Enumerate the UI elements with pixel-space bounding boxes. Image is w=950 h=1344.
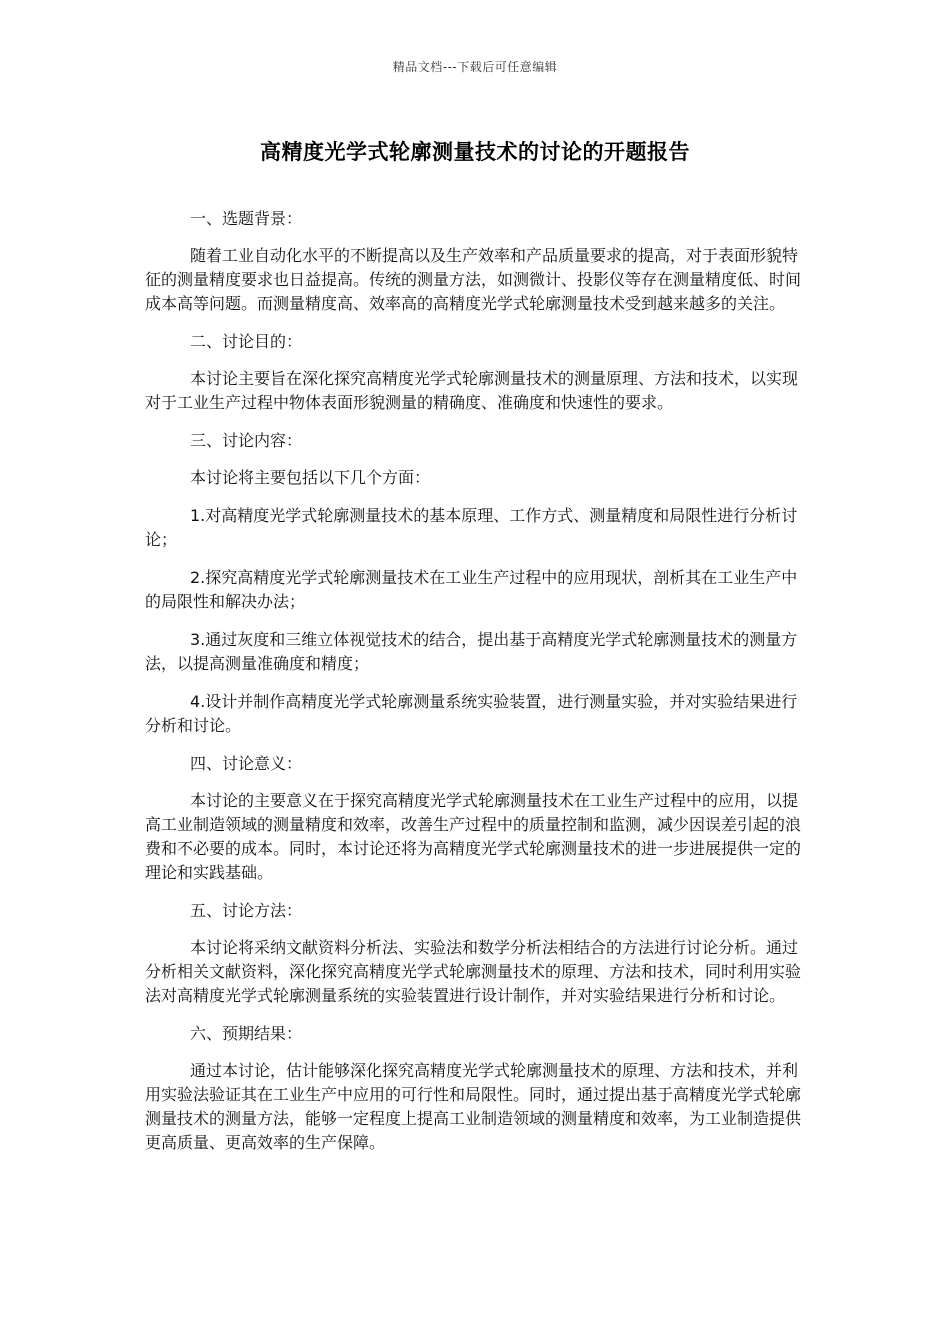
paragraph-background: 随着工业自动化水平的不断提高以及生产效率和产品质量要求的提高，对于表面形貌特征的测量精度要求也日益提高。传统的测量方法，如测微计、投影仪等存在测量精度低、时间成本高等问题。而测量精度高、效率高的高精度光学式轮廓测量技术受到越来越多的关注。	[145, 246, 802, 313]
document-body	[145, 207, 809, 1169]
paragraph-method: 本讨论将采纳文献资料分析法、实验法和数学分析法相结合的方法进行讨论分析。通过分析相关文献资料，深化探究高精度光学式轮廓测量技术的原理、方法和技术，同时利用实验法对高精度光学式轮廓测量系统的实验装置进行设计制作，并对实验结果进行分析和讨论。	[145, 938, 802, 1005]
paragraph-content-item-3: 3.通过灰度和三维立体视觉技术的结合，提出基于高精度光学式轮廓测量技术的测量方法，以提高测量准确度和精度；	[145, 630, 798, 673]
header-note: 精品文档---下载后可任意编辑	[392, 60, 558, 74]
section-heading-background: 一、选题背景：	[190, 209, 303, 228]
section-heading-significance: 四、讨论意义：	[190, 754, 303, 773]
paragraph-content-item-2: 2.探究高精度光学式轮廓测量技术在工业生产过程中的应用现状，剖析其在工业生产中的局限性和解决办法；	[145, 568, 798, 611]
paragraph-significance: 本讨论的主要意义在于探究高精度光学式轮廓测量技术在工业生产过程中的应用，以提高工业制造领域的测量精度和效率，改善生产过程中的质量控制和监测，减少因误差引起的浪费和不必要的成本。同时，本讨论还将为高精度光学式轮廓测量技术的进一步进展提供一定的理论和实践基础。	[145, 791, 802, 882]
paragraph-purpose: 本讨论主要旨在深化探究高精度光学式轮廓测量技术的测量原理、方法和技术，以实现对于工业生产过程中物体表面形貌测量的精确度、准确度和快速性的要求。	[145, 369, 799, 412]
paragraph-content-item-4: 4.设计并制作高精度光学式轮廓测量系统实验装置，进行测量实验，并对实验结果进行分析和讨论。	[145, 692, 798, 735]
section-heading-purpose: 二、讨论目的：	[190, 332, 303, 351]
section-heading-method: 五、讨论方法：	[190, 901, 303, 920]
section-heading-expected-results: 六、预期结果：	[190, 1024, 303, 1043]
section-heading-content: 三、讨论内容：	[190, 431, 303, 450]
paragraph-content-item-1: 1.对高精度光学式轮廓测量技术的基本原理、工作方式、测量精度和局限性进行分析讨论；	[145, 506, 798, 549]
document-title: 高精度光学式轮廓测量技术的讨论的开题报告	[260, 140, 690, 164]
paragraph-content-intro: 本讨论将主要包括以下几个方面：	[190, 468, 431, 487]
paragraph-expected-results: 通过本讨论，估计能够深化探究高精度光学式轮廓测量技术的原理、方法和技术，并利用实验法验证其在工业生产中应用的可行性和局限性。同时，通过提出基于高精度光学式轮廓测量技术的测量方法，能够一定程度上提高工业制造领域的测量精度和效率，为工业制造提供更高质量、更高效率的生产保障。	[145, 1061, 802, 1152]
